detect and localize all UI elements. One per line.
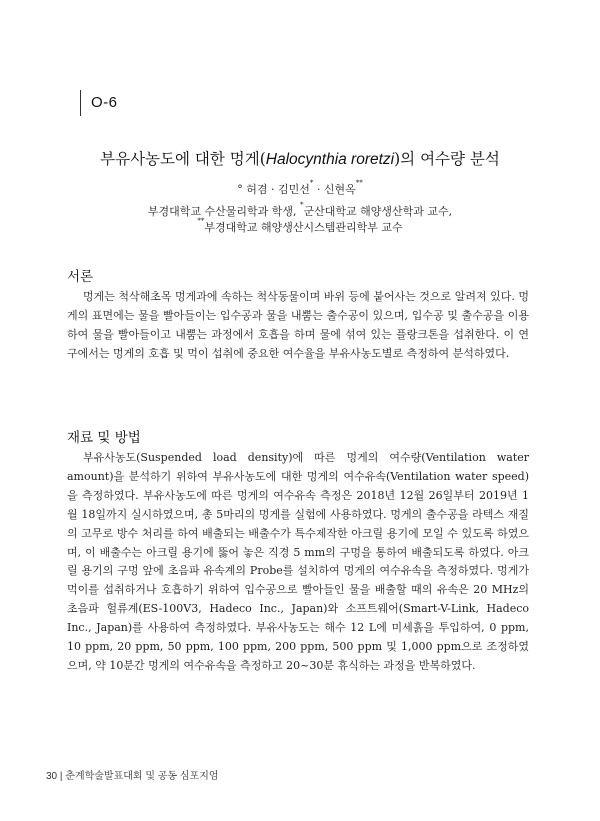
- affiliation-text: 부경대학교 수산물리학과 학생,: [147, 205, 300, 218]
- paper-title: [0, 147, 600, 169]
- section-heading-introduction: 서론: [67, 269, 94, 285]
- footer-divider: |: [59, 771, 63, 782]
- title-suffix: )의 여수량 분석: [394, 150, 500, 168]
- page-footer: [46, 767, 219, 782]
- affiliation-line: [0, 219, 600, 235]
- affiliation-mark: *: [299, 201, 304, 209]
- author-name: 허겸: [246, 183, 268, 196]
- session-code: O-6: [91, 94, 118, 111]
- section-heading-methods: 재료 및 방법: [67, 430, 141, 446]
- author-list: [0, 181, 600, 197]
- conference-name: 춘계학술발표대회 및 공동 심포지엄: [65, 771, 219, 782]
- affiliation-line: [0, 203, 600, 219]
- affiliation-text: 군산대학교 해양생산학과 교수,: [303, 205, 453, 218]
- session-code-box: [80, 90, 125, 116]
- author-affiliation-mark: *: [309, 179, 314, 187]
- introduction-paragraph: 멍게는 척삭해초목 멍게과에 속하는 척삭동물이며 바위 등에 붙어사는 것으로 알려져 있다. 멍게의 표면에는 물을 빨아들이는 입수공과 물을 내뿜는 출수공이 있으며, 입수공 및 출수공을 이용하여 물을 빨아들이고 내뿜는 과정에서 호흡을 하며 물에 섞여 있는 플랑크톤을 섭취한다. 이 연구에서는 멍게의 호흡 및 먹이 섭취에 중요한 여수율을 부유사농도별로 측정하여 분석하였다.: [67, 290, 529, 360]
- title-scientific-name: Halocynthia roretzi: [265, 151, 395, 168]
- author-name: 김민선: [277, 183, 310, 196]
- author-separator: ·: [270, 183, 275, 196]
- affiliation-text: 부경대학교 해양생산시스템관리학부 교수: [204, 221, 403, 234]
- author-separator: ·: [316, 183, 321, 196]
- author-name: 신현옥: [323, 183, 356, 196]
- title-prefix: 부유사농도에 대한 멍게(: [100, 150, 266, 168]
- methods-paragraph: 부유사농도(Suspended load density)에 따른 멍게의 여수량(Ventilation water amount)을 분석하기 위하여 부유사농도에 대한 멍게의 여수유속(Ventilation water speed)을 측정하였다. 부유사농도에 따른 멍게의 여수유속 측정은 2018년 12월 26일부터 2019년 1월 18일까지 실시하였으며, 총 5마리의 멍게를 실험에 사용하였다. 멍게의 출수공을 라텍스 재질의 고무로 방수 처리를 하여 배출되는 배출수가 특수제작한 아크릴 용기에 모일 수 있도록 하였으며, 이 배출수는 아크릴 용기에 뚫어 놓은 직경 5 mm의 구멍을 통하여 배출되도록 하였다. 아크릴 용기의 구멍 앞에 초음파 유속계의 Probe를 설치하여 멍게의 여수유속을 측정하였다. 멍게가 먹이를 섭취하거나 호흡하기 위하여 입수공으로 빨아들인 물을 배출할 때의 유속은 20 MHz의 초음파 헐류계(ES-100V3, Hadeco Inc., Japan)와 소프트웨어(Smart-V-Link, Hadeco Inc., Japan)를 사용하여 측정하였다. 부유사농도는 해수 12 L에 미세흙을 투입하여, 0 ppm, 10 ppm, 20 ppm, 50 ppm, 100 ppm, 200 ppm, 500 ppm 및 1,000 ppm으로 조정하였으며, 약 10분간 멍게의 여수유속을 측정하고 20~30분 휴식하는 과정을 반복하였다.: [67, 451, 529, 672]
- page-number: 30: [46, 771, 58, 782]
- author-affiliation-mark: **: [355, 179, 363, 187]
- presenter-mark: °: [237, 183, 243, 196]
- affiliation-mark: **: [197, 217, 205, 225]
